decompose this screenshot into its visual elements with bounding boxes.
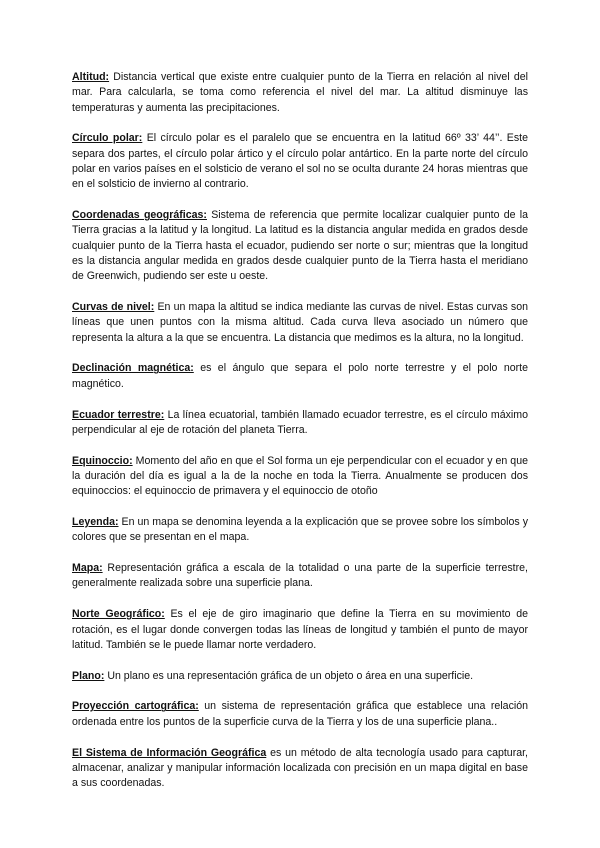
glossary-term: Leyenda:: [72, 516, 119, 529]
glossary-entry-norte-geografico: [72, 607, 528, 653]
glossary-definition: un sistema de representación gráfica que establece una relación ordenada entre los puntos de la superficie curva de la Tierra y los de una superficie plana..: [72, 700, 529, 728]
glossary-entry-leyenda: [72, 515, 528, 546]
glossary-entry-proyeccion: [72, 699, 528, 730]
glossary-term: Plano:: [72, 669, 105, 682]
glossary-definition: es el ángulo que separa el polo norte terrestre y el polo norte magnético.: [72, 362, 528, 390]
glossary-entry-sig: [72, 746, 528, 792]
glossary-term: Curvas de nivel:: [72, 301, 155, 314]
glossary-definition: En un mapa la altitud se indica mediante las curvas de nivel. Estas curvas son líneas que unen puntos con la misma altitud. Cada curva lleva asociado un número que representa la altura a la que se encuentra. La distancia que medimos es la altura, no la longitud.: [72, 301, 528, 344]
glossary-term: Declinación magnética:: [72, 362, 194, 375]
glossary-definition: Es el eje de giro imaginario que define la Tierra en su movimiento de rotación, es el lugar donde convergen todas las líneas de longitud y también el punto de mayor latitud. También se le puede llamar norte verdadero.: [72, 608, 529, 651]
glossary-entry-declinacion: [72, 361, 528, 392]
glossary-term: El Sistema de Información Geográfica: [72, 746, 267, 759]
glossary-term: Mapa:: [72, 562, 103, 575]
glossary-page: [72, 70, 528, 807]
glossary-entry-altitud: [72, 70, 528, 116]
glossary-term: Círculo polar:: [72, 132, 143, 145]
glossary-entry-curvas-de-nivel: [72, 300, 528, 346]
glossary-definition: Momento del año en que el Sol forma un eje perpendicular con el ecuador y en que la duración del día es igual a la de la noche en toda la Tierra. Anualmente se producen dos equinoccios: el equinoccio de primavera y el equinoccio de otoño: [72, 454, 528, 498]
glossary-definition: es un método de alta tecnología usado para capturar, almacenar, analizar y manipular información localizada con precisión en un mapa digital en base a sus coordenadas.: [72, 746, 528, 790]
glossary-term: Proyección cartográfica:: [72, 700, 199, 713]
glossary-term: Norte Geográfico:: [72, 608, 165, 621]
glossary-entry-coordenadas: [72, 208, 528, 284]
glossary-definition: En un mapa se denomina leyenda a la explicación que se provee sobre los símbolos y colores que se presentan en el mapa.: [72, 516, 528, 544]
glossary-definition: Sistema de referencia que permite localizar cualquier punto de la Tierra gracias a la latitud y la longitud. La latitud es la distancia angular medida en grados desde cualquier punto de la Tierra hasta el ecuador, pudiendo ser norte o sur; mientras que la longitud es la distancia angular medida en grados desde cualquier punto de la Tierra hasta el meridiano de Greenwich, pudiendo ser este u oeste.: [72, 209, 529, 283]
glossary-term: Equinoccio:: [72, 454, 133, 467]
glossary-definition: Distancia vertical que existe entre cualquier punto de la Tierra en relación al nivel del mar. Para calcularla, se toma como referencia el nivel del mar. La altitud disminuye las temperaturas y aumenta las precipitaciones.: [72, 71, 528, 114]
glossary-definition: El círculo polar es el paralelo que se encuentra en la latitud 66º 33’ 44’’. Este separa dos partes, el círculo polar ártico y el círculo polar antártico. En la parte norte del círculo polar en varios países en el solsticio de verano el sol no se oculta durante 24 horas mientras que en el solsticio de invierno al contrario.: [72, 132, 528, 191]
glossary-entry-circulo-polar: [72, 131, 528, 192]
glossary-definition: Un plano es una representación gráfica de un objeto o área en una superficie.: [104, 669, 474, 682]
glossary-term: Ecuador terrestre:: [72, 408, 165, 421]
glossary-entry-mapa: [72, 561, 528, 592]
glossary-entry-equinoccio: [72, 454, 528, 500]
glossary-definition: La línea ecuatorial, también llamado ecuador terrestre, es el círculo máximo perpendicular al eje de rotación del planeta Tierra.: [72, 408, 528, 436]
glossary-entry-plano: [72, 669, 528, 684]
glossary-term: Coordenadas geográficas:: [72, 209, 207, 222]
glossary-definition: Representación gráfica a escala de la totalidad o una parte de la superficie terrestre, generalmente realizada sobre una superficie plana.: [72, 562, 528, 590]
glossary-term: Altitud:: [72, 71, 110, 83]
glossary-entry-ecuador: [72, 408, 528, 439]
